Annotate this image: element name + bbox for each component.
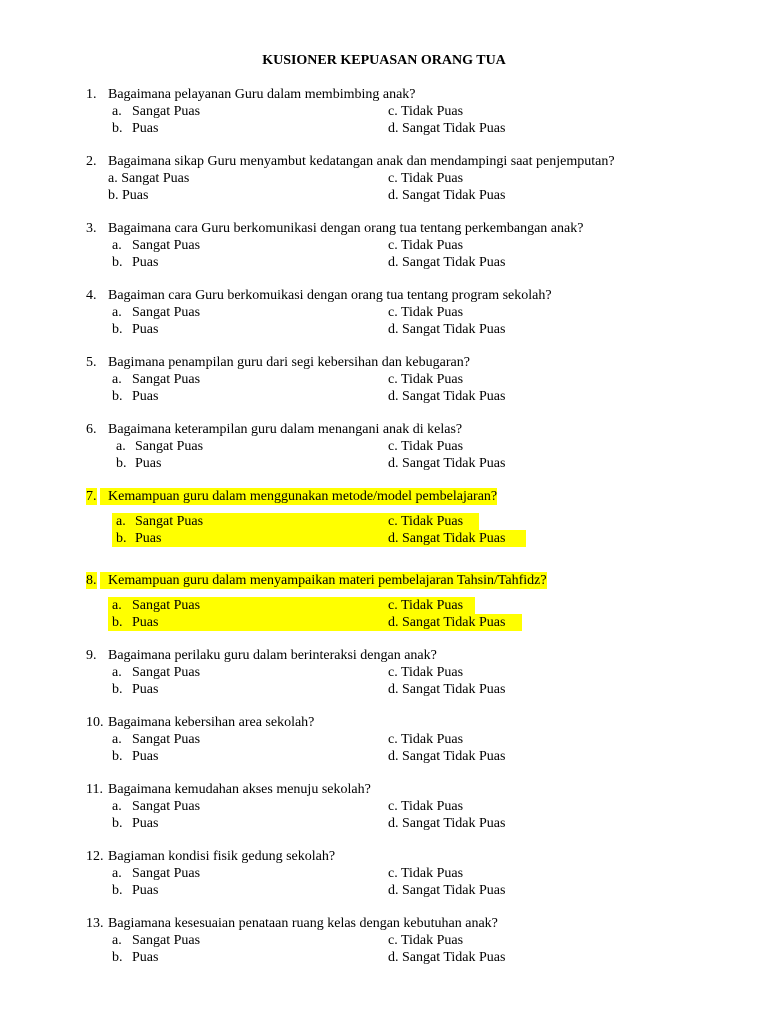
- option-text: Puas: [132, 749, 159, 764]
- question-2: [0, 153, 768, 204]
- option-letter: b.: [112, 255, 123, 270]
- option-letter: b.: [116, 456, 127, 471]
- question-number: 6.: [86, 422, 97, 437]
- option-letter: a.: [116, 514, 126, 529]
- option-row: [0, 664, 768, 681]
- question-line: [0, 714, 768, 731]
- question-text: Bagaimana cara Guru berkomunikasi dengan orang tua tentang perkembangan anak?: [108, 221, 584, 236]
- question-number: 8.: [86, 573, 97, 588]
- question-text: Bagaimana pelayanan Guru dalam membimbing anak?: [108, 87, 416, 102]
- question-8: [0, 572, 768, 631]
- option-text: Puas: [132, 322, 159, 337]
- question-text: Bagiamana kesesuaian penataan ruang kelas dengan kebutuhan anak?: [108, 916, 498, 931]
- question-line: [0, 488, 768, 505]
- option-letter: b.: [112, 749, 123, 764]
- question-text: Bagaimana kebersihan area sekolah?: [108, 715, 315, 730]
- question-text: Bagaimana perilaku guru dalam berinteraksi dengan anak?: [108, 648, 437, 663]
- option-right: c. Tidak Puas: [388, 799, 464, 814]
- question-number: 12.: [86, 849, 104, 864]
- option-text: Puas: [132, 682, 159, 697]
- option-right: c. Tidak Puas: [388, 514, 464, 529]
- option-row: [0, 371, 768, 388]
- option-text: Puas: [132, 255, 159, 270]
- option-row: [0, 237, 768, 254]
- option-right: c. Tidak Puas: [388, 665, 464, 680]
- option-right: c. Tidak Puas: [388, 238, 464, 253]
- answer-options: [0, 513, 768, 547]
- question-number: 1.: [86, 87, 97, 102]
- option-text: Sangat Puas: [132, 598, 201, 613]
- question-1: [0, 86, 768, 137]
- option-letter: a.: [112, 305, 122, 320]
- option-letter: b.: [112, 682, 123, 697]
- option-row: [0, 530, 768, 547]
- option-text: Puas: [135, 456, 162, 471]
- option-letter: a.: [112, 598, 122, 613]
- question-number: 7.: [86, 489, 97, 504]
- option-row: [0, 103, 768, 120]
- option-row: [0, 949, 768, 966]
- option-text: Sangat Puas: [132, 799, 201, 814]
- option-text: Sangat Puas: [132, 104, 201, 119]
- question-text: Bagimana penampilan guru dari segi kebersihan dan kebugaran?: [108, 355, 470, 370]
- option-right: d. Sangat Tidak Puas: [388, 188, 506, 203]
- option-row: [0, 748, 768, 765]
- answer-options: [0, 865, 768, 899]
- option-letter: a. Sangat Puas: [108, 171, 190, 186]
- question-number: 11.: [86, 782, 103, 797]
- option-letter: a.: [112, 933, 122, 948]
- option-right: d. Sangat Tidak Puas: [388, 615, 506, 630]
- page-title: KUSIONER KEPUASAN ORANG TUA: [262, 53, 506, 68]
- option-row: [0, 388, 768, 405]
- option-right: c. Tidak Puas: [388, 439, 464, 454]
- option-letter: a.: [116, 439, 126, 454]
- option-row: [0, 798, 768, 815]
- answer-options: [0, 597, 768, 631]
- question-line: [0, 354, 768, 371]
- option-row: [0, 321, 768, 338]
- option-row: [0, 815, 768, 832]
- answer-options: [0, 438, 768, 472]
- option-row: [0, 932, 768, 949]
- option-right: d. Sangat Tidak Puas: [388, 121, 506, 136]
- option-right: c. Tidak Puas: [388, 372, 464, 387]
- option-text: Sangat Puas: [132, 305, 201, 320]
- question-12: [0, 848, 768, 899]
- option-right: d. Sangat Tidak Puas: [388, 883, 506, 898]
- option-letter: a.: [112, 799, 122, 814]
- answer-options: [0, 932, 768, 966]
- question-line: [0, 220, 768, 237]
- option-text: Puas: [135, 531, 162, 546]
- option-row: [0, 865, 768, 882]
- option-text: Puas: [132, 615, 159, 630]
- option-right: c. Tidak Puas: [388, 732, 464, 747]
- question-number: 3.: [86, 221, 97, 236]
- answer-options: [0, 664, 768, 698]
- option-letter: a.: [112, 665, 122, 680]
- question-number: 9.: [86, 648, 97, 663]
- option-letter: a.: [112, 866, 122, 881]
- question-11: [0, 781, 768, 832]
- option-letter: b.: [112, 883, 123, 898]
- option-letter: a.: [112, 238, 122, 253]
- option-text: Sangat Puas: [132, 866, 201, 881]
- answer-options: [0, 103, 768, 137]
- question-line: [0, 647, 768, 664]
- question-number: 5.: [86, 355, 97, 370]
- question-line: [0, 915, 768, 932]
- option-letter: b.: [116, 531, 127, 546]
- option-text: Puas: [132, 883, 159, 898]
- question-line: [0, 421, 768, 438]
- option-text: Sangat Puas: [132, 372, 201, 387]
- option-right: d. Sangat Tidak Puas: [388, 682, 506, 697]
- option-text: Puas: [132, 950, 159, 965]
- option-row: [0, 681, 768, 698]
- option-right: d. Sangat Tidak Puas: [388, 456, 506, 471]
- option-right: c. Tidak Puas: [388, 866, 464, 881]
- question-text: Bagaimana keterampilan guru dalam menangani anak di kelas?: [108, 422, 463, 437]
- question-line: [0, 287, 768, 304]
- option-letter: a.: [112, 732, 122, 747]
- option-text: Sangat Puas: [132, 665, 201, 680]
- question-number: 10.: [86, 715, 104, 730]
- option-row: [0, 731, 768, 748]
- answer-options: [0, 237, 768, 271]
- option-letter: b.: [112, 950, 123, 965]
- question-text: Kemampuan guru dalam menyampaikan materi pembelajaran Tahsin/Tahfidz?: [100, 572, 547, 589]
- option-letter: b. Puas: [108, 188, 149, 203]
- option-right: c. Tidak Puas: [388, 933, 464, 948]
- option-right: c. Tidak Puas: [388, 598, 464, 613]
- option-text: Sangat Puas: [135, 514, 204, 529]
- option-text: Sangat Puas: [132, 732, 201, 747]
- option-letter: b.: [112, 121, 123, 136]
- option-right: c. Tidak Puas: [388, 171, 464, 186]
- question-number: 4.: [86, 288, 97, 303]
- option-row: [0, 304, 768, 321]
- option-right: d. Sangat Tidak Puas: [388, 816, 506, 831]
- question-9: [0, 647, 768, 698]
- question-6: [0, 421, 768, 472]
- option-row: [0, 170, 768, 187]
- question-4: [0, 287, 768, 338]
- question-3: [0, 220, 768, 271]
- option-right: c. Tidak Puas: [388, 305, 464, 320]
- option-row: [0, 597, 768, 614]
- question-7: [0, 488, 768, 547]
- option-text: Puas: [132, 389, 159, 404]
- question-text: Bagiaman kondisi fisik gedung sekolah?: [108, 849, 336, 864]
- question-line: [0, 86, 768, 103]
- option-right: d. Sangat Tidak Puas: [388, 531, 506, 546]
- question-text: Bagaiman cara Guru berkomuikasi dengan orang tua tentang program sekolah?: [108, 288, 552, 303]
- option-row: [0, 438, 768, 455]
- option-letter: b.: [112, 816, 123, 831]
- answer-options: [0, 798, 768, 832]
- option-letter: b.: [112, 322, 123, 337]
- option-right: d. Sangat Tidak Puas: [388, 749, 506, 764]
- option-right: c. Tidak Puas: [388, 104, 464, 119]
- question-text: Bagaimana sikap Guru menyambut kedatangan anak dan mendampingi saat penjemputan?: [108, 154, 615, 169]
- option-row: [0, 120, 768, 137]
- option-letter: b.: [112, 389, 123, 404]
- option-right: d. Sangat Tidak Puas: [388, 389, 506, 404]
- question-text: Bagaimana kemudahan akses menuju sekolah?: [108, 782, 371, 797]
- question-line: [0, 781, 768, 798]
- question-line: [0, 572, 768, 589]
- option-row: [0, 455, 768, 472]
- question-13: [0, 915, 768, 966]
- option-letter: a.: [112, 104, 122, 119]
- question-10: [0, 714, 768, 765]
- question-line: [0, 848, 768, 865]
- option-letter: b.: [112, 615, 123, 630]
- answer-options: [0, 170, 768, 204]
- option-row: [0, 187, 768, 204]
- question-number: 13.: [86, 916, 104, 931]
- option-row: [0, 513, 768, 530]
- question-text: Kemampuan guru dalam menggunakan metode/model pembelajaran?: [100, 488, 497, 505]
- option-right: d. Sangat Tidak Puas: [388, 950, 506, 965]
- question-number: 2.: [86, 154, 97, 169]
- answer-options: [0, 304, 768, 338]
- option-text: Sangat Puas: [135, 439, 204, 454]
- option-text: Puas: [132, 121, 159, 136]
- answer-options: [0, 371, 768, 405]
- answer-options: [0, 731, 768, 765]
- option-letter: a.: [112, 372, 122, 387]
- question-line: [0, 153, 768, 170]
- option-text: Sangat Puas: [132, 933, 201, 948]
- question-5: [0, 354, 768, 405]
- option-text: Sangat Puas: [132, 238, 201, 253]
- option-right: d. Sangat Tidak Puas: [388, 255, 506, 270]
- option-row: [0, 254, 768, 271]
- option-row: [0, 882, 768, 899]
- option-text: Puas: [132, 816, 159, 831]
- option-row: [0, 614, 768, 631]
- option-right: d. Sangat Tidak Puas: [388, 322, 506, 337]
